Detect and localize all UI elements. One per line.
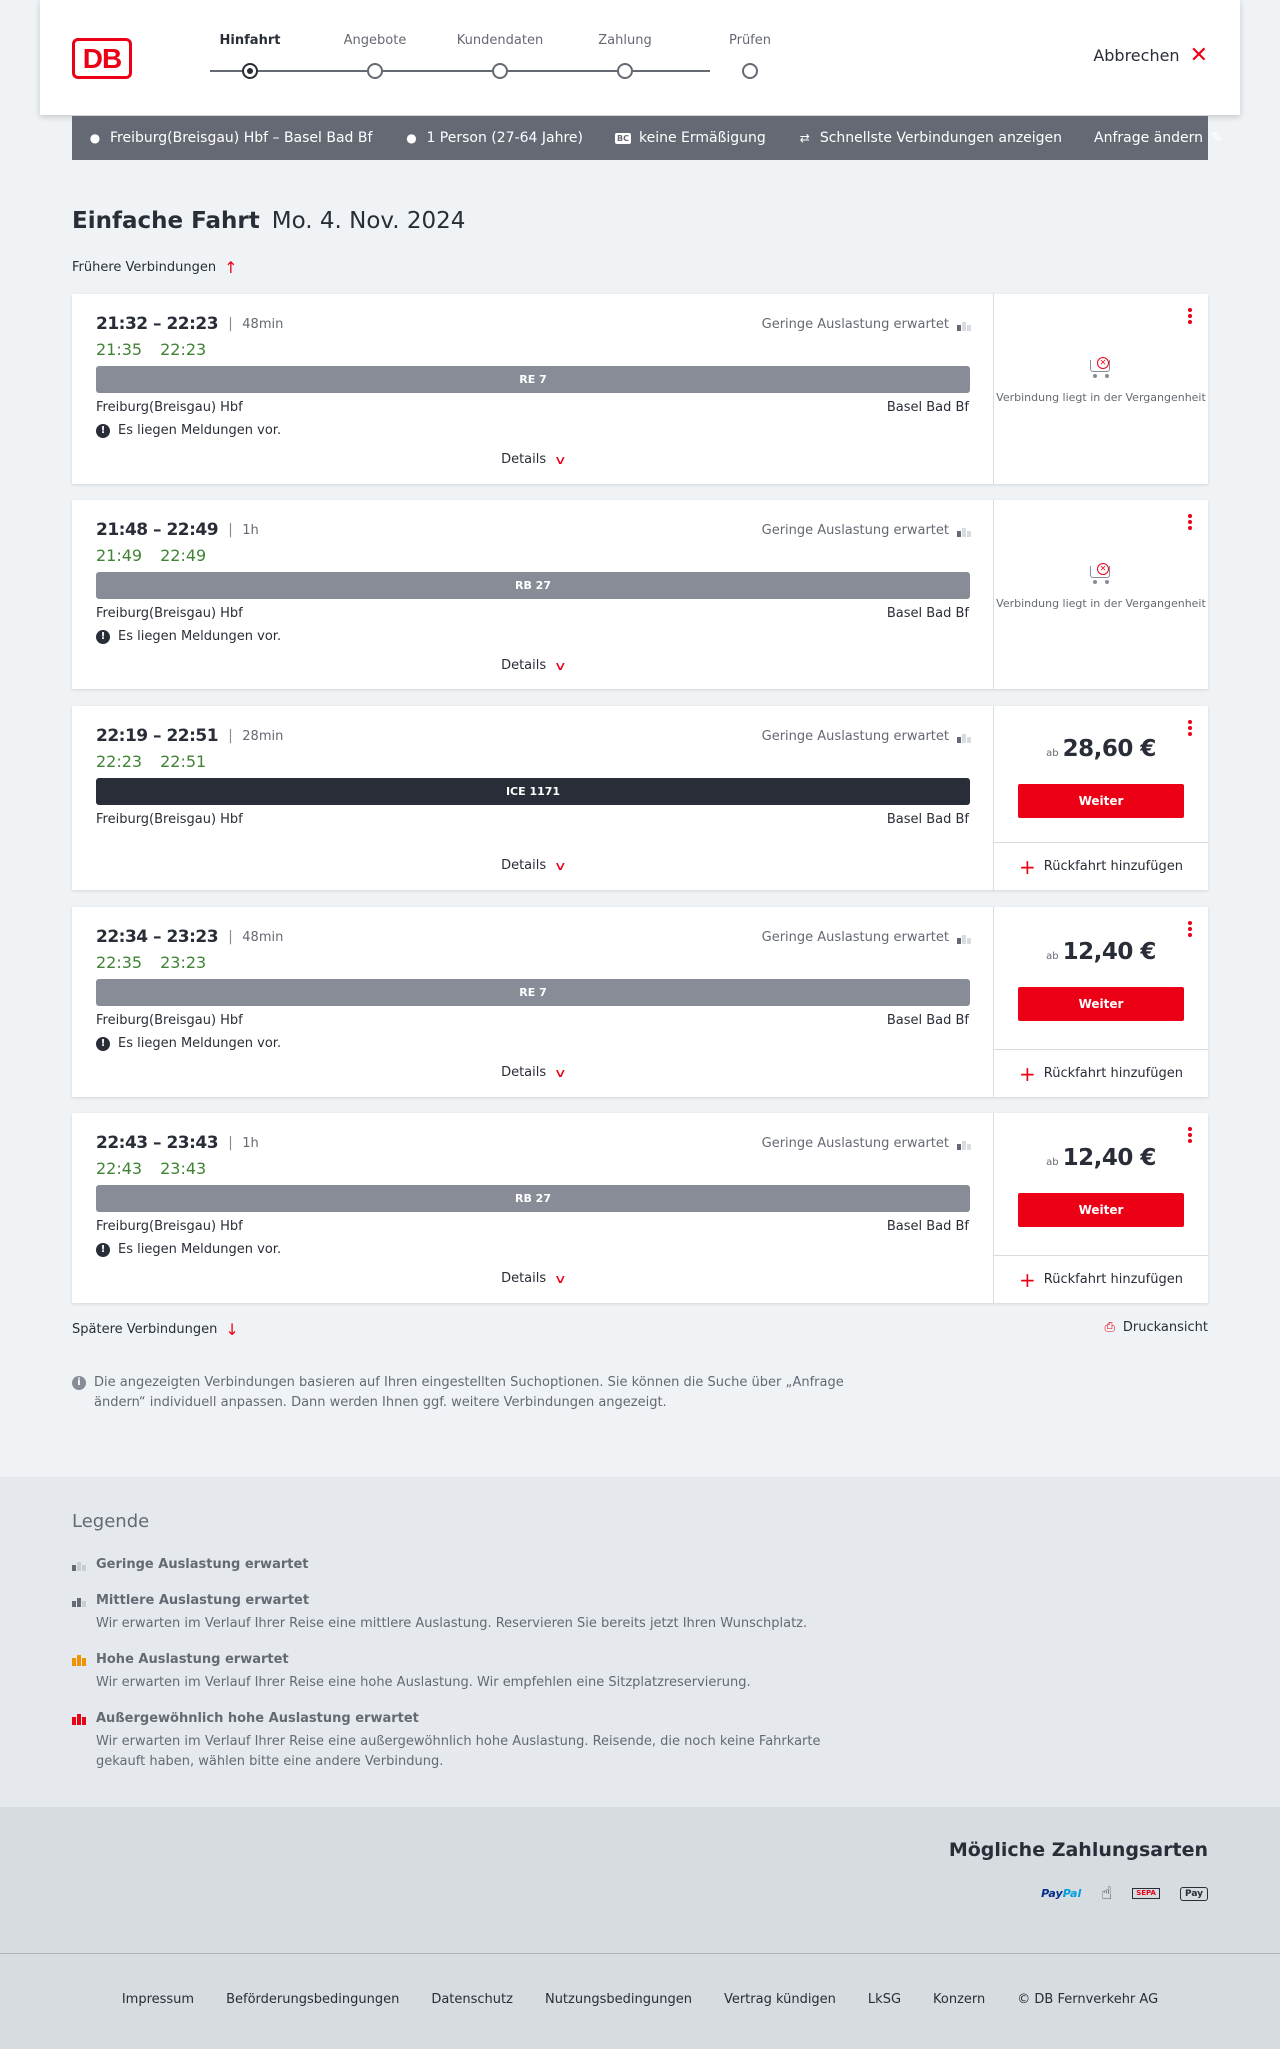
separator: |: [228, 522, 233, 538]
train-bar[interactable]: RE 7: [96, 366, 970, 393]
train-bar[interactable]: RB 27: [96, 1185, 970, 1212]
step-zahlung: [565, 33, 685, 79]
details-toggle[interactable]: [72, 658, 994, 673]
print-label: Druckansicht: [1122, 1320, 1208, 1335]
travellers-text: 1 Person (27-64 Jahre): [426, 130, 583, 146]
add-return-button[interactable]: [994, 1049, 1208, 1097]
realtime-times: [96, 546, 206, 565]
step-dot: [742, 63, 758, 79]
notice-text: Es liegen Meldungen vor.: [118, 423, 282, 438]
plus-icon: +: [1019, 1061, 1036, 1086]
realtime-departure: 22:43: [96, 1159, 143, 1178]
details-label: Details: [501, 1271, 547, 1286]
connection-times: [96, 314, 283, 334]
add-return-label: Rückfahrt hinzufügen: [1043, 1066, 1183, 1081]
realtime-arrival: 22:51: [160, 752, 207, 771]
step-dot: [492, 63, 508, 79]
footer: [0, 1953, 1280, 2049]
offer-panel: [994, 1113, 1208, 1303]
notice-message: [96, 629, 281, 644]
arrival-station: Basel Bad Bf: [886, 606, 969, 621]
paypal-text-a: Pay: [1041, 1887, 1063, 1900]
duration: 1h: [242, 522, 259, 538]
connection-details: [72, 907, 994, 1097]
planned-times: 21:32 – 22:23: [96, 314, 219, 334]
connection-times: [96, 520, 259, 540]
details-toggle[interactable]: [72, 1065, 994, 1080]
past-connection-notice: [994, 562, 1208, 611]
route-summary: [88, 130, 372, 146]
page-title: [72, 208, 465, 234]
cart-unavailable-icon: ✕: [1088, 356, 1114, 378]
header: [40, 0, 1240, 115]
planned-times: 21:48 – 22:49: [96, 520, 219, 540]
exclamation-icon: !: [96, 1243, 110, 1257]
footer-link-konzern[interactable]: Konzern: [933, 1992, 986, 2007]
step-dot-active: [242, 63, 258, 79]
notice-text: Es liegen Meldungen vor.: [118, 1242, 282, 1257]
payment-methods-section: [0, 1807, 1280, 1953]
occupancy-medium-icon: [72, 1595, 88, 1607]
occupancy-info[interactable]: [762, 930, 971, 945]
payment-title: Mögliche Zahlungsarten: [948, 1839, 1208, 1861]
price-prefix: ab: [1046, 1157, 1059, 1168]
location-pin-icon: ●: [89, 131, 101, 145]
details-toggle[interactable]: [72, 1271, 994, 1286]
departure-station: Freiburg(Breisgau) Hbf: [96, 1219, 243, 1234]
details-label: Details: [501, 858, 547, 873]
duration: 48min: [242, 316, 284, 332]
occupancy-label: Geringe Auslastung erwartet: [761, 1136, 949, 1151]
realtime-departure: 22:23: [96, 752, 143, 771]
legend-item-low: [72, 1557, 872, 1572]
step-dot: [617, 63, 633, 79]
realtime-times: [96, 752, 206, 771]
realtime-departure: 21:49: [96, 546, 143, 565]
occupancy-info[interactable]: [762, 1136, 971, 1151]
footer-link-vertrag-kuendigen[interactable]: Vertrag kündigen: [723, 1992, 836, 2007]
legend-label: Hohe Auslastung erwartet: [96, 1652, 289, 1667]
pencil-icon: ✎: [1211, 130, 1223, 146]
duration: 48min: [242, 929, 284, 945]
price: [994, 939, 1208, 965]
discount-summary: [615, 130, 766, 146]
arrival-station: Basel Bad Bf: [886, 400, 969, 415]
notice-message: [96, 1242, 281, 1257]
past-connection-notice: [994, 356, 1208, 405]
occupancy-info[interactable]: [762, 729, 971, 744]
cancel-button[interactable]: [1093, 42, 1208, 68]
legend-description: Wir erwarten im Verlauf Ihrer Reise eine hohe Auslastung. Wir empfehlen eine Sitzplatzreservierung.: [96, 1675, 751, 1690]
realtime-arrival: 22:23: [160, 340, 207, 359]
search-info-note: [72, 1373, 852, 1413]
connection-card[interactable]: [72, 500, 1208, 689]
legend-item-medium: [72, 1593, 872, 1634]
step-label: Kundendaten: [456, 33, 544, 48]
notice-text: Es liegen Meldungen vor.: [118, 629, 282, 644]
occupancy-low-icon: [957, 319, 971, 331]
change-request-button[interactable]: [1094, 130, 1223, 146]
notice-message: [96, 423, 281, 438]
travellers-summary: [404, 130, 583, 146]
price-prefix: ab: [1046, 951, 1059, 962]
arrival-station: Basel Bad Bf: [886, 812, 969, 827]
person-icon: ●: [406, 131, 417, 145]
add-return-button[interactable]: [994, 842, 1208, 890]
connection-details: [72, 1113, 994, 1303]
fastest-text: Schnellste Verbindungen anzeigen: [819, 130, 1063, 146]
price-value: 12,40 €: [1062, 939, 1156, 965]
swap-arrows-icon: ⇄: [799, 131, 810, 145]
details-label: Details: [501, 658, 547, 673]
connection-card[interactable]: [72, 706, 1208, 890]
occupancy-info[interactable]: [762, 523, 971, 538]
separator: |: [228, 929, 233, 945]
departure-station: Freiburg(Breisgau) Hbf: [96, 400, 243, 415]
realtime-arrival: 23:23: [160, 953, 207, 972]
offer-panel: [994, 294, 1208, 484]
footer-link-lksg[interactable]: LkSG: [867, 1992, 902, 2007]
realtime-arrival: 23:43: [160, 1159, 207, 1178]
footer-links: [0, 1992, 1280, 2007]
cancel-label: Abbrechen: [1093, 46, 1180, 65]
legend-label: Geringe Auslastung erwartet: [96, 1557, 309, 1572]
planned-times: 22:34 – 23:23: [96, 927, 219, 947]
footer-copyright: © DB Fernverkehr AG: [1017, 1992, 1159, 2007]
earlier-connections-link[interactable]: [72, 258, 238, 277]
exclamation-icon: !: [96, 630, 110, 644]
add-return-button[interactable]: [994, 1255, 1208, 1303]
step-label: Prüfen: [728, 33, 771, 48]
paypal-icon: [1041, 1887, 1081, 1900]
bahncard-icon: BC: [617, 133, 629, 143]
connection-details: [72, 294, 994, 484]
step-kundendaten: [440, 33, 560, 79]
printer-icon: ⎙: [1104, 1320, 1115, 1335]
step-pruefen: [690, 33, 810, 79]
continue-button[interactable]: Weiter: [1018, 987, 1184, 1021]
exclamation-icon: !: [96, 424, 110, 438]
step-hinfahrt: [190, 33, 310, 79]
footer-link-nutzungsbedingungen[interactable]: Nutzungsbedingungen: [544, 1992, 692, 2007]
occupancy-label: Geringe Auslastung erwartet: [761, 729, 949, 744]
past-text: Verbindung liegt in der Vergangenheit: [996, 597, 1206, 610]
progress-stepper: [170, 33, 771, 83]
occupancy-low-icon: [957, 932, 971, 944]
db-logo[interactable]: DB: [72, 38, 132, 79]
step-angebote: [315, 33, 435, 79]
details-toggle[interactable]: [72, 452, 994, 467]
train-bar[interactable]: RE 7: [96, 979, 970, 1006]
occupancy-very-high-icon: [72, 1713, 88, 1725]
departure-station: Freiburg(Breisgau) Hbf: [96, 812, 243, 827]
later-label: Spätere Verbindungen: [72, 1322, 218, 1337]
connection-times: [96, 927, 283, 947]
earlier-label: Frühere Verbindungen: [72, 260, 217, 275]
chevron-down-icon: ∨: [553, 1271, 568, 1286]
legend-label: Außergewöhnlich hohe Auslastung erwartet: [96, 1711, 419, 1726]
connection-card[interactable]: [72, 907, 1208, 1097]
departure-station: Freiburg(Breisgau) Hbf: [96, 1013, 243, 1028]
route-text: Freiburg(Breisgau) Hbf – Basel Bad Bf: [110, 130, 373, 146]
price-value: 12,40 €: [1062, 1145, 1156, 1171]
search-summary-bar: [72, 116, 1223, 160]
price-value: 28,60 €: [1062, 736, 1156, 762]
credit-card-icon: ☝: [1101, 1883, 1113, 1904]
legend-item-high: [72, 1652, 872, 1693]
legend-description: Wir erwarten im Verlauf Ihrer Reise eine außergewöhnlich hohe Auslastung. Reisende, die noch keine Fahrkarte gekauft haben, wählen bitte eine andere Verbindung.: [96, 1734, 821, 1769]
plus-icon: +: [1019, 854, 1036, 879]
fastest-connections-toggle[interactable]: [798, 130, 1062, 146]
realtime-arrival: 22:49: [160, 546, 207, 565]
add-return-label: Rückfahrt hinzufügen: [1043, 1272, 1183, 1287]
chevron-down-icon: ∨: [553, 858, 568, 873]
occupancy-high-icon: [72, 1654, 88, 1666]
offer-panel: [994, 500, 1208, 689]
legend-description: Wir erwarten im Verlauf Ihrer Reise eine mittlere Auslastung. Reservieren Sie bereits jetzt Ihren Wunschplatz.: [96, 1616, 808, 1631]
notice-text: Es liegen Meldungen vor.: [118, 1036, 282, 1051]
paypal-text-b: Pal: [1062, 1887, 1082, 1900]
connection-card[interactable]: [72, 294, 1208, 484]
more-options-icon[interactable]: [1188, 514, 1192, 532]
train-bar[interactable]: RB 27: [96, 572, 970, 599]
planned-times: 22:43 – 23:43: [96, 1133, 219, 1153]
separator: |: [228, 1135, 233, 1151]
details-label: Details: [501, 1065, 547, 1080]
price: [994, 1145, 1208, 1171]
details-toggle[interactable]: [72, 858, 994, 873]
connection-times: [96, 1133, 259, 1153]
footer-link-impressum[interactable]: Impressum: [121, 1992, 195, 2007]
sepa-icon: SEPA: [1132, 1888, 1160, 1899]
cart-unavailable-icon: ✕: [1088, 562, 1114, 584]
occupancy-low-icon: [957, 731, 971, 743]
departure-station: Freiburg(Breisgau) Hbf: [96, 606, 243, 621]
occupancy-low-icon: [72, 1559, 88, 1571]
train-bar[interactable]: ICE 1171: [96, 778, 970, 805]
details-label: Details: [501, 452, 547, 467]
separator: |: [228, 316, 233, 332]
chevron-down-icon: ∨: [553, 658, 568, 673]
occupancy-low-icon: [957, 1138, 971, 1150]
chevron-down-icon: ∨: [553, 1065, 568, 1080]
footer-link-datenschutz[interactable]: Datenschutz: [431, 1992, 513, 2007]
print-view-link[interactable]: [1104, 1320, 1208, 1335]
more-options-icon[interactable]: [1188, 921, 1192, 939]
arrival-station: Basel Bad Bf: [886, 1013, 969, 1028]
legend-item-very-high: [72, 1711, 872, 1772]
chevron-down-icon: ∨: [553, 452, 568, 467]
step-label: Hinfahrt: [219, 33, 281, 48]
occupancy-low-icon: [957, 525, 971, 537]
info-text: Die angezeigten Verbindungen basieren auf Ihren eingestellten Suchoptionen. Sie können die Suche über „Anfrage ändern“ individuell anpassen. Dann werden Ihnen ggf. weitere Verbindungen angezeigt.: [94, 1375, 844, 1410]
separator: |: [228, 728, 233, 744]
step-label: Angebote: [343, 33, 407, 48]
legend-label: Mittlere Auslastung erwartet: [96, 1593, 310, 1608]
offer-panel: [994, 907, 1208, 1097]
change-request-label: Anfrage ändern: [1094, 130, 1204, 146]
occupancy-label: Geringe Auslastung erwartet: [761, 523, 949, 538]
legend-section: [0, 1477, 1280, 1807]
applepay-text: Pay: [1184, 1888, 1203, 1899]
plus-icon: +: [1019, 1267, 1036, 1292]
connection-details: [72, 706, 994, 890]
realtime-times: [96, 1159, 206, 1178]
arrow-down-icon: ↓: [225, 1320, 239, 1339]
more-options-icon[interactable]: [1188, 308, 1192, 326]
info-icon: i: [72, 1376, 86, 1390]
realtime-times: [96, 953, 206, 972]
realtime-times: [96, 340, 206, 359]
close-icon: ✕: [1189, 42, 1208, 68]
trip-type-title: Einfache Fahrt: [72, 208, 260, 234]
continue-button[interactable]: Weiter: [1018, 784, 1184, 818]
connection-times: [96, 726, 283, 746]
realtime-departure: 21:35: [96, 340, 143, 359]
add-return-label: Rückfahrt hinzufügen: [1043, 859, 1183, 874]
duration: 28min: [242, 728, 284, 744]
later-connections-link[interactable]: [72, 1320, 239, 1339]
apple-pay-icon: [1180, 1887, 1208, 1901]
price-prefix: ab: [1046, 748, 1059, 759]
step-dot: [367, 63, 383, 79]
connection-details: [72, 500, 994, 689]
payment-icons: [1041, 1883, 1208, 1904]
planned-times: 22:19 – 22:51: [96, 726, 219, 746]
past-text: Verbindung liegt in der Vergangenheit: [996, 391, 1206, 404]
realtime-departure: 22:35: [96, 953, 143, 972]
duration: 1h: [242, 1135, 259, 1151]
continue-button[interactable]: Weiter: [1018, 1193, 1184, 1227]
notice-message: [96, 1036, 281, 1051]
discount-text: keine Ermäßigung: [638, 130, 766, 146]
footer-link-befoerderungsbedingungen[interactable]: Beförderungsbedingungen: [226, 1992, 400, 2007]
arrival-station: Basel Bad Bf: [886, 1219, 969, 1234]
offer-panel: [994, 706, 1208, 890]
occupancy-label: Geringe Auslastung erwartet: [761, 317, 949, 332]
exclamation-icon: !: [96, 1037, 110, 1051]
more-options-icon[interactable]: [1188, 1127, 1192, 1145]
occupancy-label: Geringe Auslastung erwartet: [761, 930, 949, 945]
price: [994, 736, 1208, 762]
step-label: Zahlung: [598, 33, 652, 48]
connection-card[interactable]: [72, 1113, 1208, 1303]
occupancy-info[interactable]: [762, 317, 971, 332]
legend-title: Legende: [72, 1511, 150, 1532]
trip-date: Mo. 4. Nov. 2024: [271, 208, 466, 234]
arrow-up-icon: ↑: [224, 258, 238, 277]
